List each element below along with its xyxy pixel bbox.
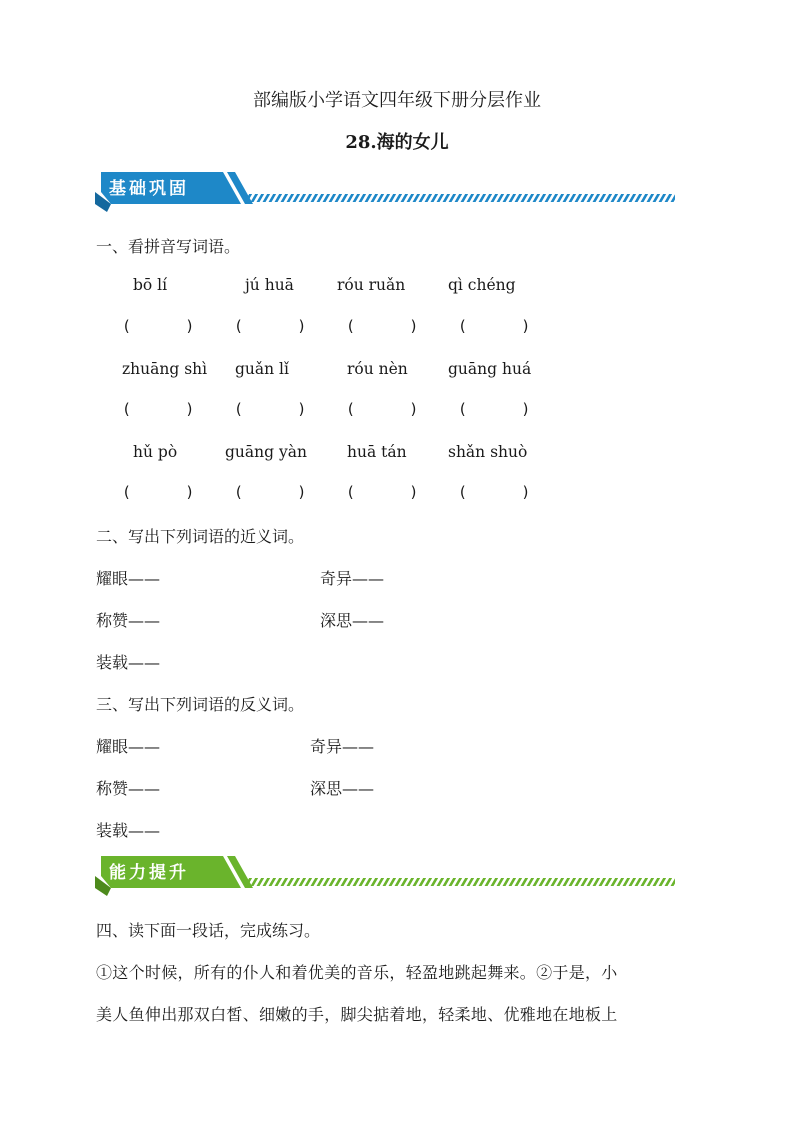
answer-blank[interactable]: ( ) (346, 400, 419, 418)
pinyin-item: róu ruǎn (337, 276, 406, 294)
pinyin-item: róu nèn (347, 360, 408, 378)
section-banner-advanced (95, 854, 680, 898)
section-banner-basic (95, 170, 680, 214)
banner-basic-label: 基础巩固 (109, 179, 189, 199)
answer-blank[interactable]: ( ) (122, 483, 195, 501)
answer-blank[interactable]: ( ) (234, 317, 307, 335)
antonym-item: 奇异—— (310, 737, 375, 756)
pinyin-item: huā tán (347, 443, 407, 461)
synonym-item: 称赞—— (96, 611, 161, 630)
worksheet-title: 部编版小学语文四年级下册分层作业 (253, 90, 541, 111)
answer-blank[interactable]: ( ) (122, 400, 195, 418)
passage-line: 美人鱼伸出那双白皙、细嫩的手，脚尖掂着地，轻柔地、优雅地在地板上 (96, 1005, 618, 1024)
pinyin-item: guǎn lǐ (235, 360, 289, 378)
pinyin-item: hǔ pò (133, 443, 178, 461)
pinyin-item: zhuāng shì (122, 360, 208, 378)
synonym-item: 奇异—— (320, 569, 385, 588)
pinyin-item: qì chéng (448, 276, 516, 294)
synonym-item: 深思—— (320, 611, 385, 630)
antonym-item: 称赞—— (96, 779, 161, 798)
answer-blank[interactable]: ( ) (234, 483, 307, 501)
answer-blank[interactable]: ( ) (458, 400, 531, 418)
banner-advanced-label: 能力提升 (109, 863, 189, 883)
answer-blank[interactable]: ( ) (122, 317, 195, 335)
answer-blank[interactable]: ( ) (458, 483, 531, 501)
antonym-item: 深思—— (310, 779, 375, 798)
q3-heading: 三、写出下列词语的反义词。 (96, 695, 305, 714)
pinyin-item: bō lí (133, 276, 168, 294)
passage-line: ①这个时候，所有的仆人和着优美的音乐，轻盈地跳起舞来。②于是，小 (96, 963, 618, 982)
pinyin-item: guāng huá (448, 360, 532, 378)
pinyin-item: jú huā (245, 276, 294, 294)
answer-blank[interactable]: ( ) (234, 400, 307, 418)
pinyin-item: shǎn shuò (448, 443, 528, 461)
answer-blank[interactable]: ( ) (346, 317, 419, 335)
q4-heading: 四、读下面一段话，完成练习。 (96, 921, 321, 940)
lesson-title: 28.海的女儿 (345, 132, 449, 153)
pinyin-item: guāng yàn (225, 443, 307, 461)
answer-blank[interactable]: ( ) (458, 317, 531, 335)
q1-heading: 一、看拼音写词语。 (96, 237, 241, 256)
answer-blank[interactable]: ( ) (346, 483, 419, 501)
antonym-item: 耀眼—— (96, 737, 161, 756)
antonym-item: 装载—— (96, 821, 161, 840)
synonym-item: 耀眼—— (96, 569, 161, 588)
synonym-item: 装载—— (96, 653, 161, 672)
q2-heading: 二、写出下列词语的近义词。 (96, 527, 305, 546)
